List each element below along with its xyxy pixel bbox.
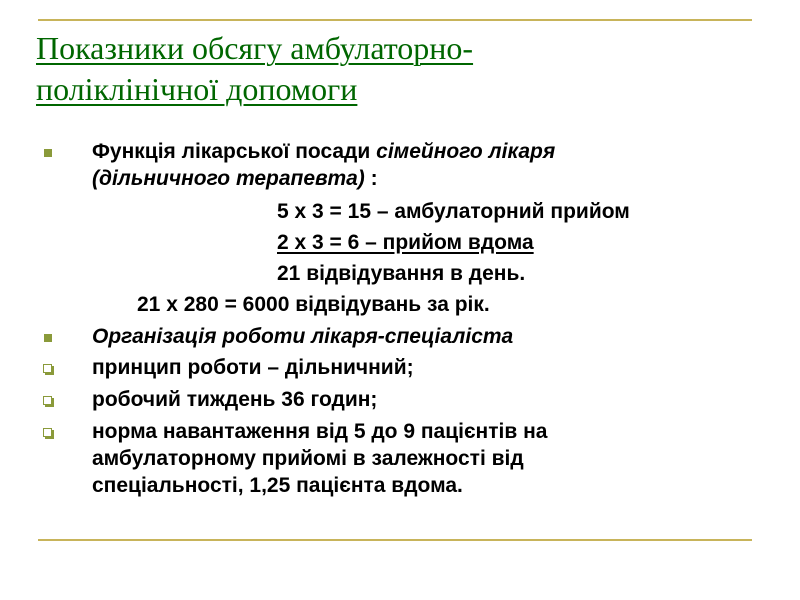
hollow-square-bullet-icon <box>43 428 52 437</box>
item-function-line1 <box>92 138 555 165</box>
square-bullet-icon <box>44 334 52 342</box>
calc-line-3: 21 відвідування в день. <box>277 262 526 285</box>
calc-line-4: 21 х 280 = 6000 відвідувань за рік. <box>137 293 490 316</box>
calc-line-1: 5 х 3 = 15 – амбулаторний прийом <box>277 200 630 223</box>
sub-item-norm-line3: спеціальності, 1,25 пацієнта вдома. <box>92 474 463 497</box>
sub-item-norm-line2: амбулаторному прийомі в залежності від <box>92 447 524 470</box>
slide-title <box>36 28 756 109</box>
hollow-square-bullet-icon <box>43 396 52 405</box>
title-line-2: поліклінічної допомоги <box>36 70 358 107</box>
bottom-divider <box>38 539 752 541</box>
hollow-square-bullet-icon <box>43 364 52 373</box>
item-function-prefix: Функція лікарської посади <box>92 140 377 163</box>
calc-line-2: 2 х 3 = 6 – прийом вдома <box>277 231 534 254</box>
item-function-line2 <box>92 165 378 192</box>
item-function-suffix: : <box>364 167 378 190</box>
item-function-italic-2: (дільничного терапевта) <box>92 167 365 190</box>
top-divider <box>38 19 752 21</box>
sub-item-workweek: робочий тиждень 36 годин; <box>92 388 378 411</box>
title-line-1: Показники обсягу амбулаторно- <box>36 30 474 66</box>
sub-item-principle: принцип роботи – дільничний; <box>92 356 414 379</box>
item-function-italic-1: сімейного лікаря <box>376 140 556 163</box>
sub-item-norm-line1: норма навантаження від 5 до 9 пацієнтів на <box>92 420 548 443</box>
item-organization: Організація роботи лікаря-спеціаліста <box>92 325 514 348</box>
square-bullet-icon <box>44 149 52 157</box>
